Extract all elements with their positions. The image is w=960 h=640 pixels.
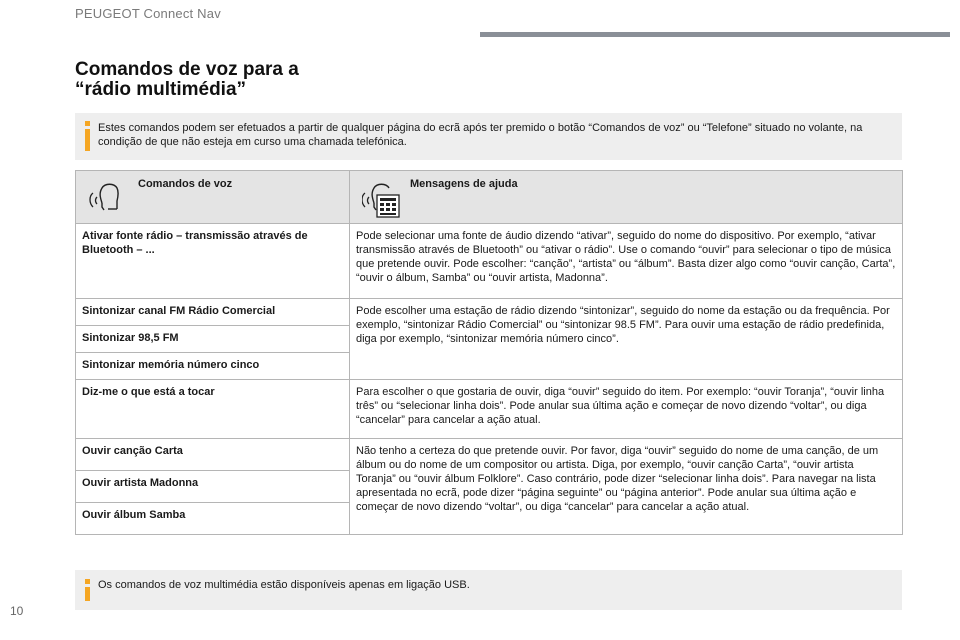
info-note-top-text: Estes comandos podem ser efetuados a partir de qualquer página do ecrã após ter premido o botão “Comandos de voz” ou “Telefone” situado no volante, na condição de que não esteja em curso uma chamada telefónica. [98,122,863,148]
table-row [76,439,903,471]
command-cell: Ouvir canção Carta [76,439,350,471]
header-help-messages-label: Mensagens de ajuda [410,178,518,190]
command-cell: Ouvir artista Madonna [76,471,350,503]
info-note-bottom-text: Os comandos de voz multimédia estão disponíveis apenas em ligação USB. [98,579,470,591]
voice-command-icon [88,181,122,213]
page-title [75,60,299,100]
command-cell: Ouvir álbum Samba [76,503,350,535]
info-icon [85,579,90,601]
table-row [76,299,903,326]
header-voice-commands [76,171,350,224]
help-cell: Pode escolher uma estação de rádio dizendo “sintonizar”, seguido do nome da estação ou da frequência. Por exemplo, “sintonizar Rádio Comercial” ou “sintonizar 98.5 FM”. Para ouvir uma estação de rádio predefinida, diga por exemplo, “sintonizar memória número cinco”. [350,299,903,380]
header-bar [480,32,950,37]
table-row [76,224,903,299]
info-note-top [75,113,902,160]
header-help-messages [350,171,903,224]
page-title-line-2: “rádio multimédia” [75,79,247,100]
help-cell: Para escolher o que gostaria de ouvir, diga “ouvir” seguido do item. Por exemplo: “ouvir Toranja”, “ouvir linha três” ou “selecionar linha dois”. Pode anular sua última ação e começar de novo dizendo “voltar”, ou diga “cancelar” para cancelar a ação atual. [350,380,903,439]
help-messages-icon [362,181,402,221]
info-note-bottom [75,570,902,610]
command-cell: Ativar fonte rádio – transmissão através de Bluetooth – ... [76,224,350,299]
page-title-line-1: Comandos de voz para a [75,59,299,80]
header-voice-commands-label: Comandos de voz [138,178,233,190]
command-cell: Sintonizar memória número cinco [76,353,350,380]
command-cell: Sintonizar 98,5 FM [76,326,350,353]
voice-commands-table [75,170,903,535]
table-row [76,380,903,439]
command-cell: Diz-me o que está a tocar [76,380,350,439]
help-cell: Não tenho a certeza do que pretende ouvir. Por favor, diga “ouvir” seguido do nome de uma canção, de um álbum ou do nome de um compositor ou artista. Diga, por exemplo, “ouvir canção Carta”, “ouvir artista Toranja” ou “ouvir álbum Folklore”. Caso contrário, pode dizer “selecionar linha dois”. Para navegar na lista apresentada no ecrã, pode dizer “página seguinte” ou “página anterior”. Pode anular sua última ação e começar de novo dizendo “voltar”, ou diga “cancelar” para cancelar a ação atual. [350,439,903,535]
header-title: PEUGEOT Connect Nav [75,6,221,21]
info-icon [85,121,90,151]
page-number: 10 [10,604,24,618]
table-header-row [76,171,903,224]
command-cell: Sintonizar canal FM Rádio Comercial [76,299,350,326]
help-cell: Pode selecionar uma fonte de áudio dizendo “ativar”, seguido do nome do dispositivo. Por exemplo, “ativar transmissão através de Bluetooth” ou “ativar o rádio”. Use o comando “ouvir” para selecionar o tipo de música que pretende ouvir. Pode escolher: “canção”, “artista” ou “álbum”. Basta dizer algo como “ouvir canção, Carta”, “ouvir o álbum, Samba” ou “ouvir artista, Madonna”. [350,224,903,299]
